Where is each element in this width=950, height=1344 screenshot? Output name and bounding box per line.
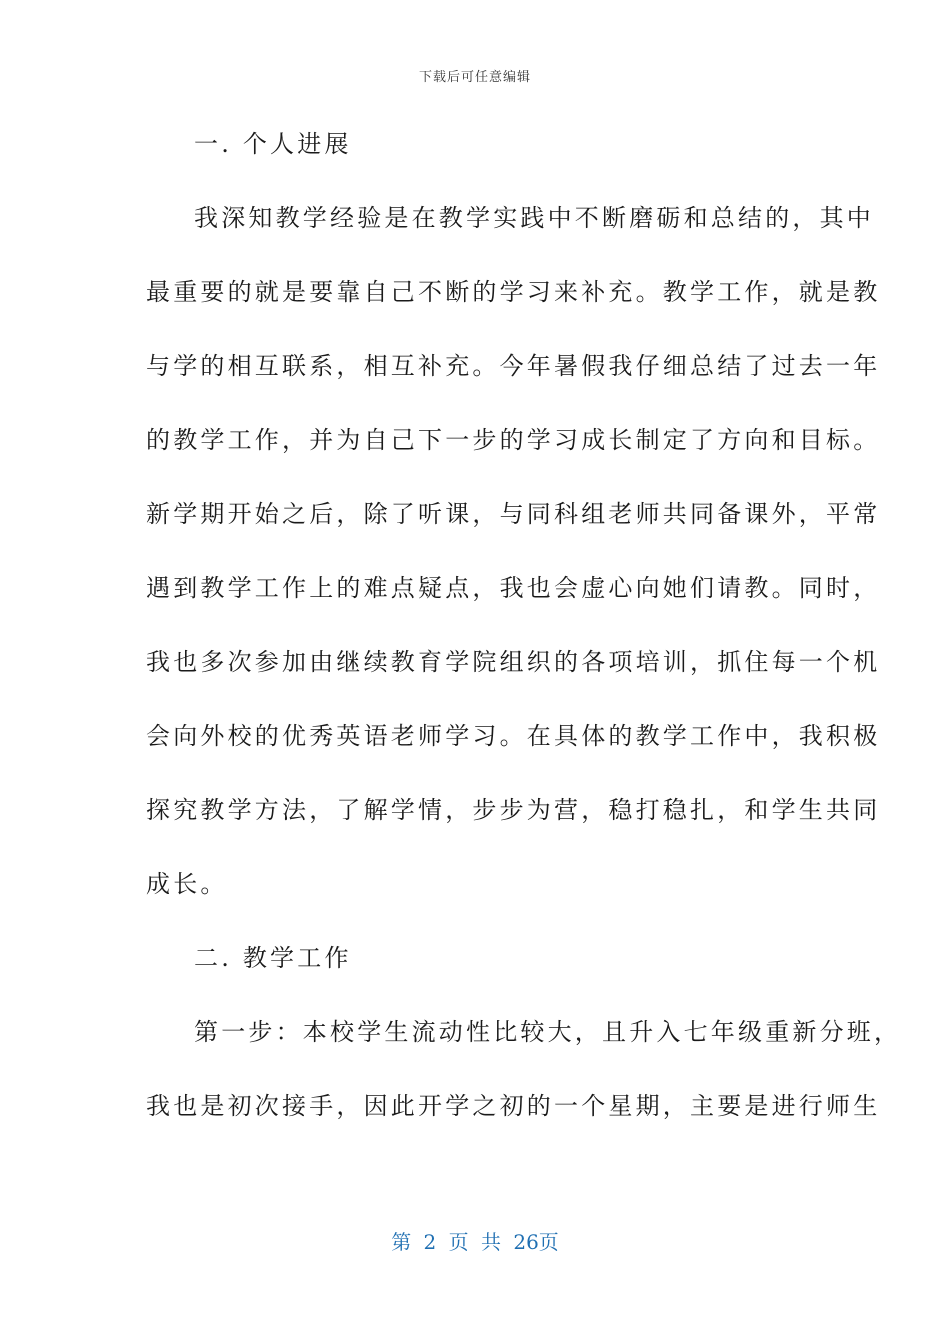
section-heading-personal-progress: 一. 个人进展 (194, 130, 352, 158)
paragraph-line: 新学期开始之后，除了听课，与同科组老师共同备课外，平常 (146, 500, 881, 528)
paragraph-line: 成长。 (146, 870, 228, 898)
section-heading-teaching-work: 二. 教学工作 (194, 944, 352, 972)
document-body (146, 118, 902, 1154)
paragraph-line: 与学的相互联系，相互补充。今年暑假我仔细总结了过去一年 (146, 352, 881, 380)
paragraph-line: 会向外校的优秀英语老师学习。在具体的教学工作中，我积极 (146, 722, 881, 750)
paragraph-line: 第一步：本校学生流动性比较大，且升入七年级重新分班， (194, 1018, 902, 1046)
paragraph-line: 探究教学方法，了解学情，步步为营，稳打稳扎，和学生共同 (146, 796, 881, 824)
page-number-footer: 第 2 页 共 26页 (391, 1230, 559, 1254)
page-header: 下载后可任意编辑 (418, 70, 531, 85)
paragraph-line: 的教学工作，并为自己下一步的学习成长制定了方向和目标。 (146, 426, 881, 454)
paragraph-line: 我深知教学经验是在教学实践中不断磨砺和总结的，其中 (194, 204, 874, 232)
paragraph-line: 我也多次参加由继续教育学院组织的各项培训，抓住每一个机 (146, 648, 881, 676)
paragraph-line: 我也是初次接手，因此开学之初的一个星期，主要是进行师生 (146, 1092, 881, 1120)
paragraph-line: 遇到教学工作上的难点疑点，我也会虚心向她们请教。同时， (146, 574, 881, 602)
paragraph-line: 最重要的就是要靠自己不断的学习来补充。教学工作，就是教 (146, 278, 881, 306)
